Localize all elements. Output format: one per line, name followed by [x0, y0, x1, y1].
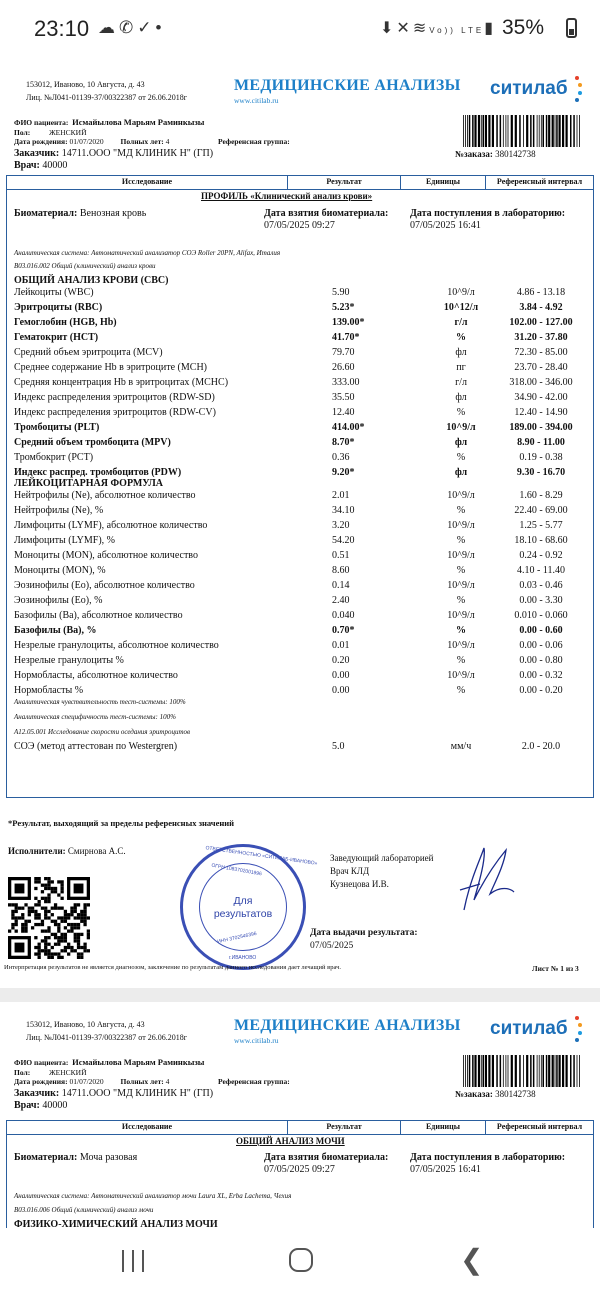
report-title: МЕДИЦИНСКИЕ АНАЛИЗЫ — [234, 1017, 461, 1034]
table-row — [14, 437, 590, 452]
cell-unit: 10^9/л — [447, 520, 475, 531]
analyzer-note: Аналитическая система: Автоматический анализатор СОЭ Roller 20PN, Alifax, Италия — [14, 249, 281, 257]
cell-ref: 22.40 - 69.00 — [514, 505, 568, 516]
section-physchem: ФИЗИКО-ХИМИЧЕСКИЙ АНАЛИЗ МОЧИ — [14, 1219, 218, 1228]
profile-title: ОБЩИЙ АНАЛИЗ МОЧИ — [236, 1136, 345, 1146]
cell-name: Индекс распределения эритроцитов (RDW-CV) — [14, 407, 216, 418]
cell-result: 8.70* — [332, 437, 355, 448]
cell-result: 0.20 — [332, 655, 350, 666]
cell-ref: 102.00 - 127.00 — [509, 317, 573, 328]
table-row — [14, 625, 590, 640]
cell-result: 9.20* — [332, 467, 355, 478]
cell-name: Эозинофилы (Eo), % — [14, 595, 103, 606]
cell-unit: % — [456, 595, 466, 606]
table-row — [14, 670, 590, 685]
patient-info: ФИО пациента: Исмайылова Марьям Раминкызы Пол: ЖЕНСКИЙ Дата рождения: 01/07/2020 Полных лет: 4 — [14, 117, 205, 146]
cell-result: 34.10 — [332, 505, 355, 516]
cell-result: 26.60 — [332, 362, 355, 373]
date-taken: Дата взятия биоматериала: 07/05/2025 09:27 — [264, 1152, 389, 1175]
cloud-icon: ☁ — [98, 18, 119, 37]
cell-name: Гематокрит (HCT) — [14, 332, 99, 343]
specificity-note: Аналитическая специфичность тест-системы: 100% — [14, 713, 176, 721]
table-row — [14, 317, 590, 332]
table-row — [14, 452, 590, 467]
cell-name: Базофилы (Ba), абсолютное количество — [14, 610, 183, 621]
interpretation-note: Интерпретация результатов не является диагнозом, заключение по результатам данного исследования дает лечащий врач. — [4, 964, 341, 971]
patient-name: Исмайылова Марьям Раминкызы — [72, 117, 205, 127]
cell-name: Нейтрофилы (Ne), % — [14, 505, 104, 516]
biomaterial: Биоматериал: Моча разовая — [14, 1152, 138, 1163]
report-title: МЕДИЦИНСКИЕ АНАЛИЗЫ — [234, 77, 461, 94]
cell-ref: 0.19 - 0.38 — [519, 452, 563, 463]
cell-unit: % — [456, 685, 466, 696]
cell-ref: 0.00 - 0.60 — [519, 625, 563, 636]
cell-unit: % — [456, 535, 466, 546]
cell-result: 3.20 — [332, 520, 350, 531]
lab-stamp: ОТВЕТСТВЕННОСТЬЮ «СИТИЛАБ-ИВАНОВО» ОГРН 1083702001996 ИНН 3702546396 г.ИВАНОВО Для результатов — [180, 844, 306, 970]
date-received: Дата поступления в лабораторию: 07/05/2025 16:41 — [410, 208, 566, 231]
cell-unit: 10^9/л — [447, 287, 475, 298]
logo-dots-icon — [573, 76, 581, 106]
cell-ref: 1.25 - 5.77 — [519, 520, 563, 531]
table-row — [14, 377, 590, 392]
cell-ref: 0.00 - 0.06 — [519, 640, 563, 651]
patient-info: ФИО пациента: Исмайылова Марьям Раминкызы Пол: ЖЕНСКИЙ Дата рождения: 01/07/2020 Полных лет: 4 — [14, 1057, 205, 1086]
cell-ref: 0.24 - 0.92 — [519, 550, 563, 561]
service-code: B03.016.006 Общий (клинический) анализ мочи — [14, 1206, 154, 1214]
table-row — [14, 520, 590, 535]
cell-ref: 0.00 - 3.30 — [519, 595, 563, 606]
cell-ref: 0.00 - 0.20 — [519, 685, 563, 696]
recent-apps-button[interactable] — [120, 1250, 146, 1272]
status-bar — [0, 0, 600, 58]
lab-site: www.citilab.ru — [234, 1036, 279, 1045]
cell-ref: 189.00 - 394.00 — [509, 422, 573, 433]
cell-name: Средний объем эритроцита (MCV) — [14, 347, 163, 358]
cell-unit: 10^9/л — [447, 550, 475, 561]
cell-result: 0.70* — [332, 625, 355, 636]
home-button[interactable] — [289, 1248, 313, 1272]
cell-unit: 10^9/л — [447, 640, 475, 651]
table-row — [14, 505, 590, 520]
cell-ref: 1.60 - 8.29 — [519, 490, 563, 501]
date-taken: Дата взятия биоматериала: 07/05/2025 09:27 — [264, 208, 389, 231]
dot-icon: • — [155, 18, 166, 37]
reference-group: Референсная группа: — [218, 1077, 290, 1086]
barcode-icon — [463, 115, 583, 147]
back-button[interactable]: ❮ — [460, 1244, 484, 1275]
cell-unit: 10^9/л — [447, 490, 475, 501]
system-icons — [380, 18, 496, 38]
cell-result: 0.040 — [332, 610, 355, 621]
cell-ref: 0.00 - 0.80 — [519, 655, 563, 666]
table-row — [14, 392, 590, 407]
nav-bar — [0, 1228, 600, 1299]
notification-icons — [98, 18, 165, 38]
cell-result: 54.20 — [332, 535, 355, 546]
cell-name: Нормобласты, абсолютное количество — [14, 670, 178, 681]
logo-dots-icon — [573, 1016, 581, 1046]
cell-result: 8.60 — [332, 565, 350, 576]
table-row — [14, 407, 590, 422]
cell-name: Базофилы (Ba), % — [14, 625, 97, 636]
cell-name: Незрелые гранулоциты, абсолютное количество — [14, 640, 219, 651]
sheet-number: Лист № 1 из 3 — [532, 964, 579, 973]
cell-ref: 318.00 - 346.00 — [509, 377, 573, 388]
cell-unit: фл — [454, 467, 468, 478]
cell-result: 2.01 — [332, 490, 350, 501]
cell-ref: 23.70 - 28.40 — [514, 362, 568, 373]
cell-ref: 31.20 - 37.80 — [514, 332, 568, 343]
volte-icon: Vo)) LTE — [429, 26, 485, 35]
cell-name: Эритроциты (RBC) — [14, 302, 103, 313]
table-row — [14, 640, 590, 655]
cell-unit: фл — [454, 437, 468, 448]
lab-address: 153012, Иваново, 10 Августа, д. 43 Лиц. №Л041-01139-37/00322387 от 26.06.2018г — [26, 1020, 187, 1042]
table-header: Исследование Результат Единицы Референсный интервал — [7, 176, 593, 190]
cell-result: 5.90 — [332, 287, 350, 298]
cell-ref: 18.10 - 68.60 — [514, 535, 568, 546]
service-code: B03.016.002 Общий (клинический) анализ крови — [14, 262, 156, 270]
cell-ref: 0.00 - 0.32 — [519, 670, 563, 681]
cell-name: Среднее содержание Hb в эритроците (MCH) — [14, 362, 207, 373]
cell-result: 414.00* — [332, 422, 365, 433]
customer-info: Заказчик: 14711.ООО "МД КЛИНИК Н" (ГП) Врач: 40000 — [14, 1088, 214, 1111]
cell-unit: г/л — [455, 377, 467, 388]
battery-percent: 35% — [502, 16, 545, 39]
cell-result: 0.14 — [332, 580, 350, 591]
table-row — [14, 610, 590, 625]
cell-result: 41.70* — [332, 332, 360, 343]
cell-name: Моноциты (MON), абсолютное количество — [14, 550, 198, 561]
cell-result: 79.70 — [332, 347, 355, 358]
cell-unit: фл — [455, 347, 467, 358]
cell-name: Нормобласты % — [14, 685, 84, 696]
citilab-logo: ситилаб — [490, 78, 568, 99]
citilab-logo: ситилаб — [490, 1018, 568, 1039]
reference-group: Референсная группа: — [218, 137, 290, 146]
cell-name: Эозинофилы (Eo), абсолютное количество — [14, 580, 195, 591]
cell-unit: 10^9/л — [446, 422, 476, 433]
cell-ref: 12.40 - 14.90 — [514, 407, 568, 418]
cell-result: 0.36 — [332, 452, 350, 463]
cell-result: 139.00* — [332, 317, 365, 328]
cell-name: Тромбокрит (PCT) — [14, 452, 94, 463]
lab-address: 153012, Иваново, 10 Августа, д. 43 Лиц. №Л041-01139-37/00322387 от 26.06.2018г — [26, 80, 187, 102]
date-received: Дата поступления в лабораторию: 07/05/2025 16:41 — [410, 1152, 566, 1175]
cell-result: 0.00 — [332, 685, 350, 696]
wifi-icon: ≋ — [412, 20, 430, 37]
qr-code-icon — [8, 877, 90, 959]
table-row: СОЭ (метод аттестован по Westergren) 5.0 мм/ч 2.0 - 20.0 — [14, 741, 561, 752]
cell-unit: % — [456, 505, 466, 516]
cell-ref: 34.90 - 42.00 — [514, 392, 568, 403]
table-header: Исследование Результат Единицы Референсный интервал — [7, 1121, 593, 1135]
cell-unit: 10^9/л — [447, 580, 475, 591]
analyzer-note: Аналитическая система: Автоматический анализатор мочи Laura XL, Erba Lachema, Чехия — [14, 1192, 292, 1200]
table-row — [14, 595, 590, 610]
cell-unit: 10^12/л — [443, 302, 479, 313]
table-row — [14, 550, 590, 565]
cell-result: 0.51 — [332, 550, 350, 561]
cell-name: Лейкоциты (WBC) — [14, 287, 94, 298]
cell-name: Индекс распределения эритроцитов (RDW-SD) — [14, 392, 215, 403]
table-row — [14, 490, 590, 505]
barcode-icon — [463, 1055, 583, 1087]
lab-head: Заведующий лабораторией Врач КЛД Кузнецова И.В. — [330, 853, 434, 889]
cell-result: 0.00 — [332, 670, 350, 681]
cell-result: 2.40 — [332, 595, 350, 606]
cell-result: 12.40 — [332, 407, 355, 418]
cell-unit: г/л — [454, 317, 468, 328]
footnote: *Результат, выходящий за пределы референсных значений — [8, 818, 235, 828]
table-row — [14, 580, 590, 595]
table-row — [14, 422, 590, 437]
esr-code: A12.05.001 Исследование скорости оседания эритроцитов — [14, 728, 191, 736]
cell-result: 5.23* — [332, 302, 355, 313]
cell-unit: % — [456, 332, 466, 343]
download-icon: ⬇ — [380, 20, 397, 37]
cell-unit: % — [456, 407, 466, 418]
cell-ref: 0.010 - 0.060 — [514, 610, 568, 621]
issue-date: Дата выдачи результата: 07/05/2025 — [310, 928, 418, 951]
sensitivity-note: Аналитическая чувствительность тест-системы: 100% — [14, 698, 186, 706]
cell-name: Средний объем тромбоцита (MPV) — [14, 437, 171, 448]
cell-name: Лимфоциты (LYMF), абсолютное количество — [14, 520, 208, 531]
report-page-1 — [0, 62, 600, 988]
table-row — [14, 332, 590, 347]
page-separator — [0, 988, 600, 1002]
cell-name: Индекс распред. тромбоцитов (PDW) — [14, 467, 182, 478]
table-row — [14, 302, 590, 317]
cell-ref: 4.86 - 13.18 — [516, 287, 566, 298]
cell-name: Гемоглобин (HGB, Hb) — [14, 317, 117, 328]
executors: Исполнители: Смирнова А.С. — [8, 846, 126, 856]
table-row — [14, 362, 590, 377]
cell-unit: % — [456, 655, 466, 666]
cell-name: Нейтрофилы (Ne), абсолютное количество — [14, 490, 196, 501]
cell-unit: % — [456, 565, 466, 576]
cell-unit: пг — [456, 362, 466, 373]
cell-result: 35.50 — [332, 392, 355, 403]
cell-name: Моноциты (MON), % — [14, 565, 106, 576]
cell-name: Средняя концентрация Hb в эритроцитах (MCHC) — [14, 377, 229, 388]
table-row — [14, 535, 590, 550]
cell-name: Лимфоциты (LYMF), % — [14, 535, 116, 546]
cell-result: 333.00 — [332, 377, 360, 388]
cell-ref: 3.84 - 4.92 — [519, 302, 563, 313]
order-number: №заказа: 380142738 — [455, 149, 536, 159]
section-leukocyte-formula: ЛЕЙКОЦИТАРНАЯ ФОРМУЛА — [14, 478, 163, 489]
table-row — [14, 655, 590, 670]
cell-unit: 10^9/л — [447, 610, 475, 621]
table-row — [14, 287, 590, 302]
cell-unit: фл — [455, 392, 467, 403]
whatsapp-icon: ✆ — [119, 18, 138, 37]
cell-name: Тромбоциты (PLT) — [14, 422, 100, 433]
table-row — [14, 347, 590, 362]
cell-ref: 72.30 - 85.00 — [514, 347, 568, 358]
battery-icon — [566, 18, 577, 38]
cell-ref: 0.03 - 0.46 — [519, 580, 563, 591]
cell-ref: 9.30 - 16.70 — [516, 467, 566, 478]
mute-icon: ✕ — [396, 20, 413, 37]
profile-title: ПРОФИЛЬ «Клинический анализ крови» — [201, 191, 373, 201]
signal-icon: ▮ — [484, 20, 497, 37]
cell-ref: 8.90 - 11.00 — [517, 437, 565, 448]
report-page-2 — [0, 1002, 600, 1228]
biomaterial: Биоматериал: Венозная кровь — [14, 208, 147, 219]
cell-result: 0.01 — [332, 640, 350, 651]
clock: 23:10 — [34, 16, 90, 41]
signature — [450, 840, 520, 916]
section-cbc: ОБЩИЙ АНАЛИЗ КРОВИ (CBC) — [14, 275, 169, 286]
lab-site: www.citilab.ru — [234, 96, 279, 105]
table-row — [14, 565, 590, 580]
order-number: №заказа: 380142738 — [455, 1089, 536, 1099]
cell-unit: % — [456, 625, 466, 636]
cell-unit: % — [456, 452, 466, 463]
cell-ref: 4.10 - 11.40 — [517, 565, 565, 576]
cell-unit: 10^9/л — [447, 670, 475, 681]
cell-name: Незрелые гранулоциты % — [14, 655, 124, 666]
check-circle-icon: ✓ — [137, 18, 156, 37]
customer-info: Заказчик: 14711.ООО "МД КЛИНИК Н" (ГП) Врач: 40000 — [14, 148, 214, 171]
